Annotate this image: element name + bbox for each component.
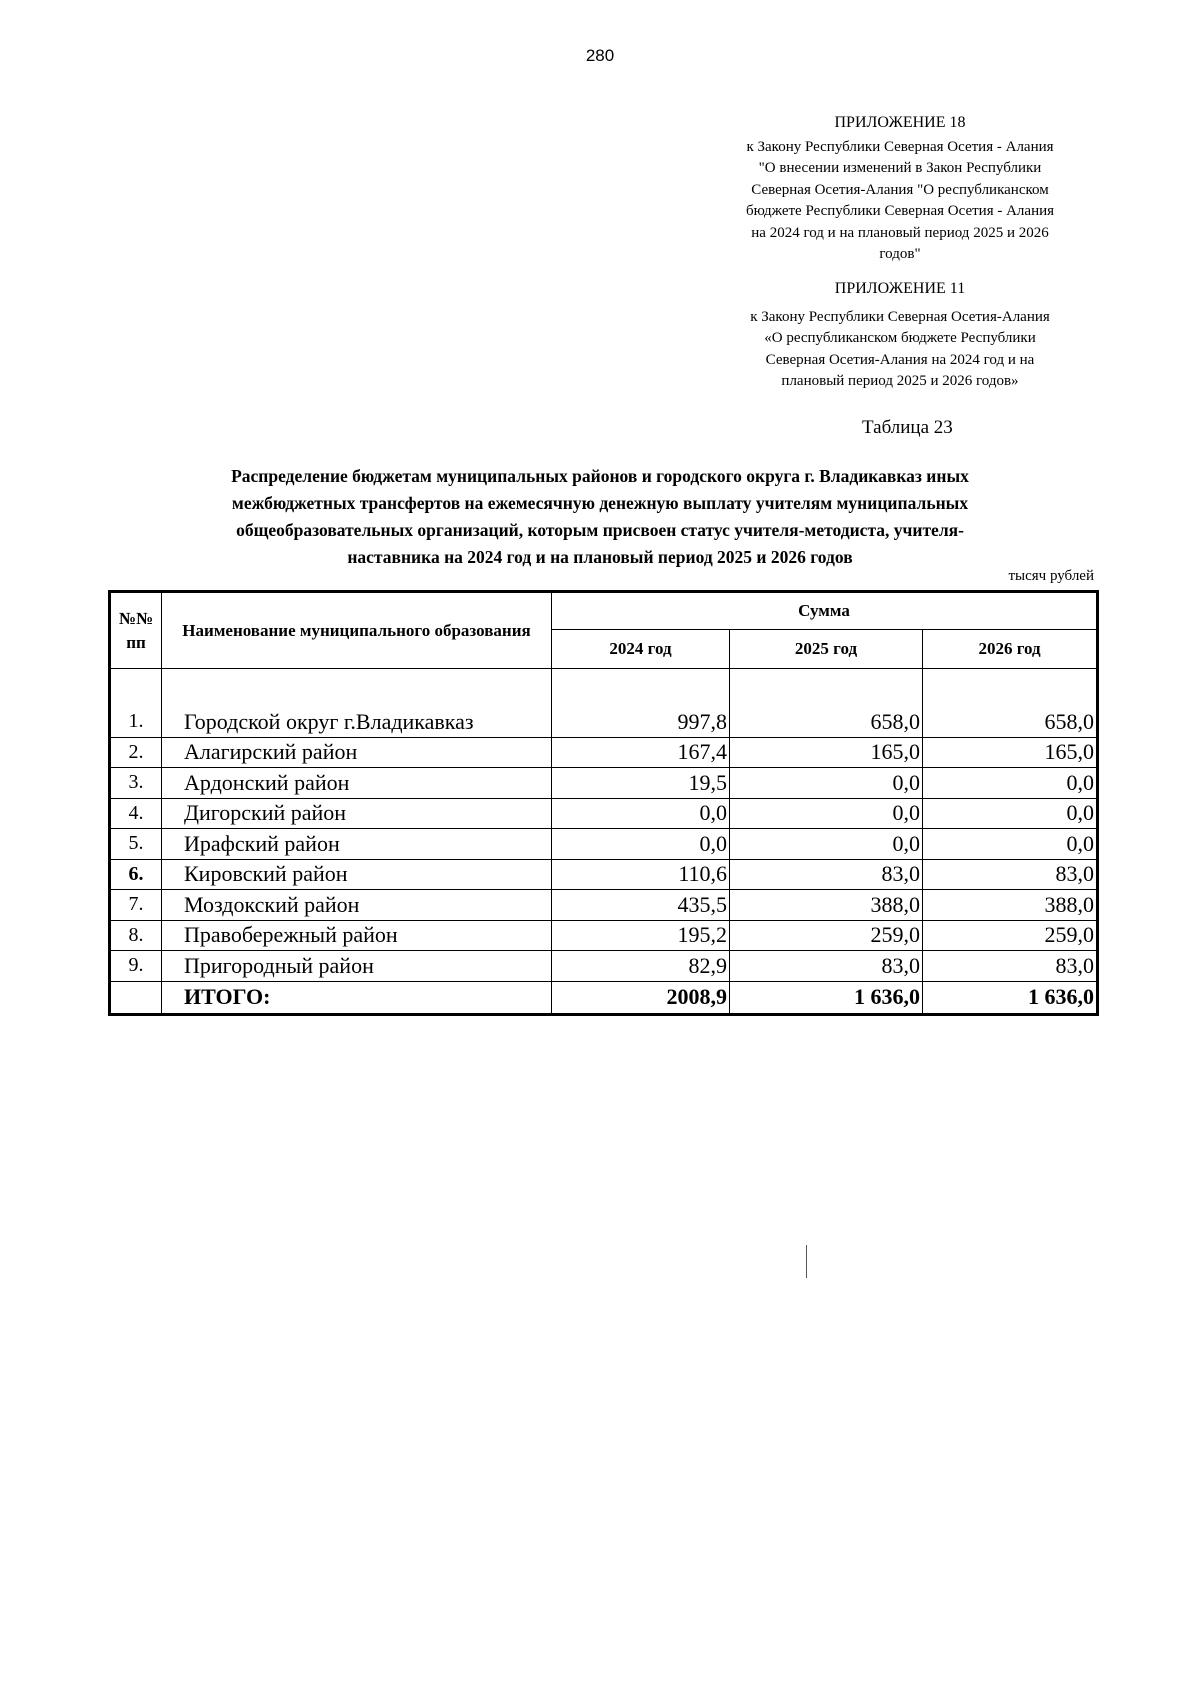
total-num-cell [110,981,162,1014]
annex-18-line: "О внесении изменений в Закон Республики [758,160,1042,176]
header-year-2024: 2024 год [552,630,730,669]
annex-18-line: Северная Осетия-Алания "О республиканском [751,181,1049,198]
table-row [110,890,1098,921]
row-num: 6. [110,859,162,890]
row-value-2026: 0,0 [923,829,1098,860]
table-header-row [110,592,1098,630]
annex-18-title: ПРИЛОЖЕНИЕ 18 [834,114,966,131]
row-name: Дигорский район [162,798,552,829]
row-value-2024: 435,5 [552,890,730,921]
row-name: Правобережный район [162,920,552,951]
row-value-2025: 388,0 [730,890,923,921]
annex-11-line: Северная Осетия-Алания на 2024 год и на [765,351,1035,368]
annex-11-line: плановый период 2025 и 2026 годов» [781,373,1019,389]
row-value-2026: 0,0 [923,768,1098,799]
table-row [110,798,1098,829]
row-value-2026: 165,0 [923,737,1098,768]
spacer-cell [923,669,1098,708]
spacer-cell [730,669,923,708]
header-year-2026: 2026 год [923,630,1098,669]
scan-artifact-mark [806,1245,807,1278]
row-num: 1. [110,707,162,737]
row-value-2026: 83,0 [923,951,1098,982]
table-row [110,829,1098,860]
row-name: Пригородный район [162,951,552,982]
header-sum: Сумма [552,592,1098,630]
table-label: Таблица 23 [862,417,953,438]
row-value-2025: 658,0 [730,707,923,737]
page-number: 280 [585,46,615,65]
annex-11-line: «О республиканском бюджете Республики [764,330,1036,346]
row-value-2026: 388,0 [923,890,1098,921]
total-label: ИТОГО: [162,981,552,1014]
spacer-cell [110,669,162,708]
annex-18-line: на 2024 год и на плановый период 2025 и 2026 [751,224,1049,241]
row-value-2024: 0,0 [552,798,730,829]
title-line: общеобразовательных организаций, которым присвоен статус учителя-методиста, учителя- [236,520,964,540]
row-value-2025: 259,0 [730,920,923,951]
annex-11-line: к Закону Республики Северная Осетия-Алания [750,308,1050,325]
row-value-2025: 0,0 [730,798,923,829]
row-value-2026: 0,0 [923,798,1098,829]
row-num: 5. [110,829,162,860]
row-value-2024: 195,2 [552,920,730,951]
row-num: 7. [110,890,162,921]
table-row [110,920,1098,951]
spacer-cell [552,669,730,708]
table-spacer-row [110,669,1098,708]
row-name: Моздокский район [162,890,552,921]
row-value-2025: 0,0 [730,829,923,860]
spacer-cell [162,669,552,708]
row-name: Кировский район [162,859,552,890]
row-value-2024: 82,9 [552,951,730,982]
row-name: Городской округ г.Владикавказ [162,707,552,737]
title-line: наставника на 2024 год и на плановый период 2025 и 2026 годов [347,547,853,567]
table-total-row [110,981,1098,1014]
header-name: Наименование муниципального образования [162,592,552,669]
units-label: тысяч рублей [1008,568,1094,584]
row-num: 8. [110,920,162,951]
row-value-2025: 165,0 [730,737,923,768]
row-value-2026: 259,0 [923,920,1098,951]
row-value-2025: 83,0 [730,951,923,982]
annex-18-line: годов" [879,246,921,262]
row-num: 4. [110,798,162,829]
header-year-2025: 2025 год [730,630,923,669]
row-value-2024: 167,4 [552,737,730,768]
title-line: межбюджетных трансфертов на ежемесячную денежную выплату учителям муниципальных [231,493,969,513]
document-title [150,463,1050,571]
row-value-2024: 997,8 [552,707,730,737]
row-value-2025: 83,0 [730,859,923,890]
annex-18-line: бюджете Республики Северная Осетия - Алания [745,203,1055,219]
table-row [110,737,1098,768]
row-value-2026: 83,0 [923,859,1098,890]
header-num: №№ пп [110,592,162,669]
row-name: Алагирский район [162,737,552,768]
row-num: 9. [110,951,162,982]
row-value-2024: 110,6 [552,859,730,890]
row-value-2025: 0,0 [730,768,923,799]
annex-11-title: ПРИЛОЖЕНИЕ 11 [834,280,966,297]
total-value-2025: 1 636,0 [730,981,923,1014]
annex-18-block [720,112,1080,266]
budget-table [108,590,1099,1016]
row-num: 2. [110,737,162,768]
title-line: Распределение бюджетам муниципальных районов и городского округа г. Владикавказ иных [231,466,969,486]
total-value-2024: 2008,9 [552,981,730,1014]
annex-18-line: к Закону Республики Северная Осетия - Алания [746,138,1054,155]
row-value-2024: 19,5 [552,768,730,799]
annex-11-block [720,278,1080,393]
table-row [110,768,1098,799]
row-value-2024: 0,0 [552,829,730,860]
row-name: Ирафский район [162,829,552,860]
table-row [110,951,1098,982]
row-value-2026: 658,0 [923,707,1098,737]
table-row [110,859,1098,890]
total-value-2026: 1 636,0 [923,981,1098,1014]
table-row [110,707,1098,737]
row-name: Ардонский район [162,768,552,799]
row-num: 3. [110,768,162,799]
